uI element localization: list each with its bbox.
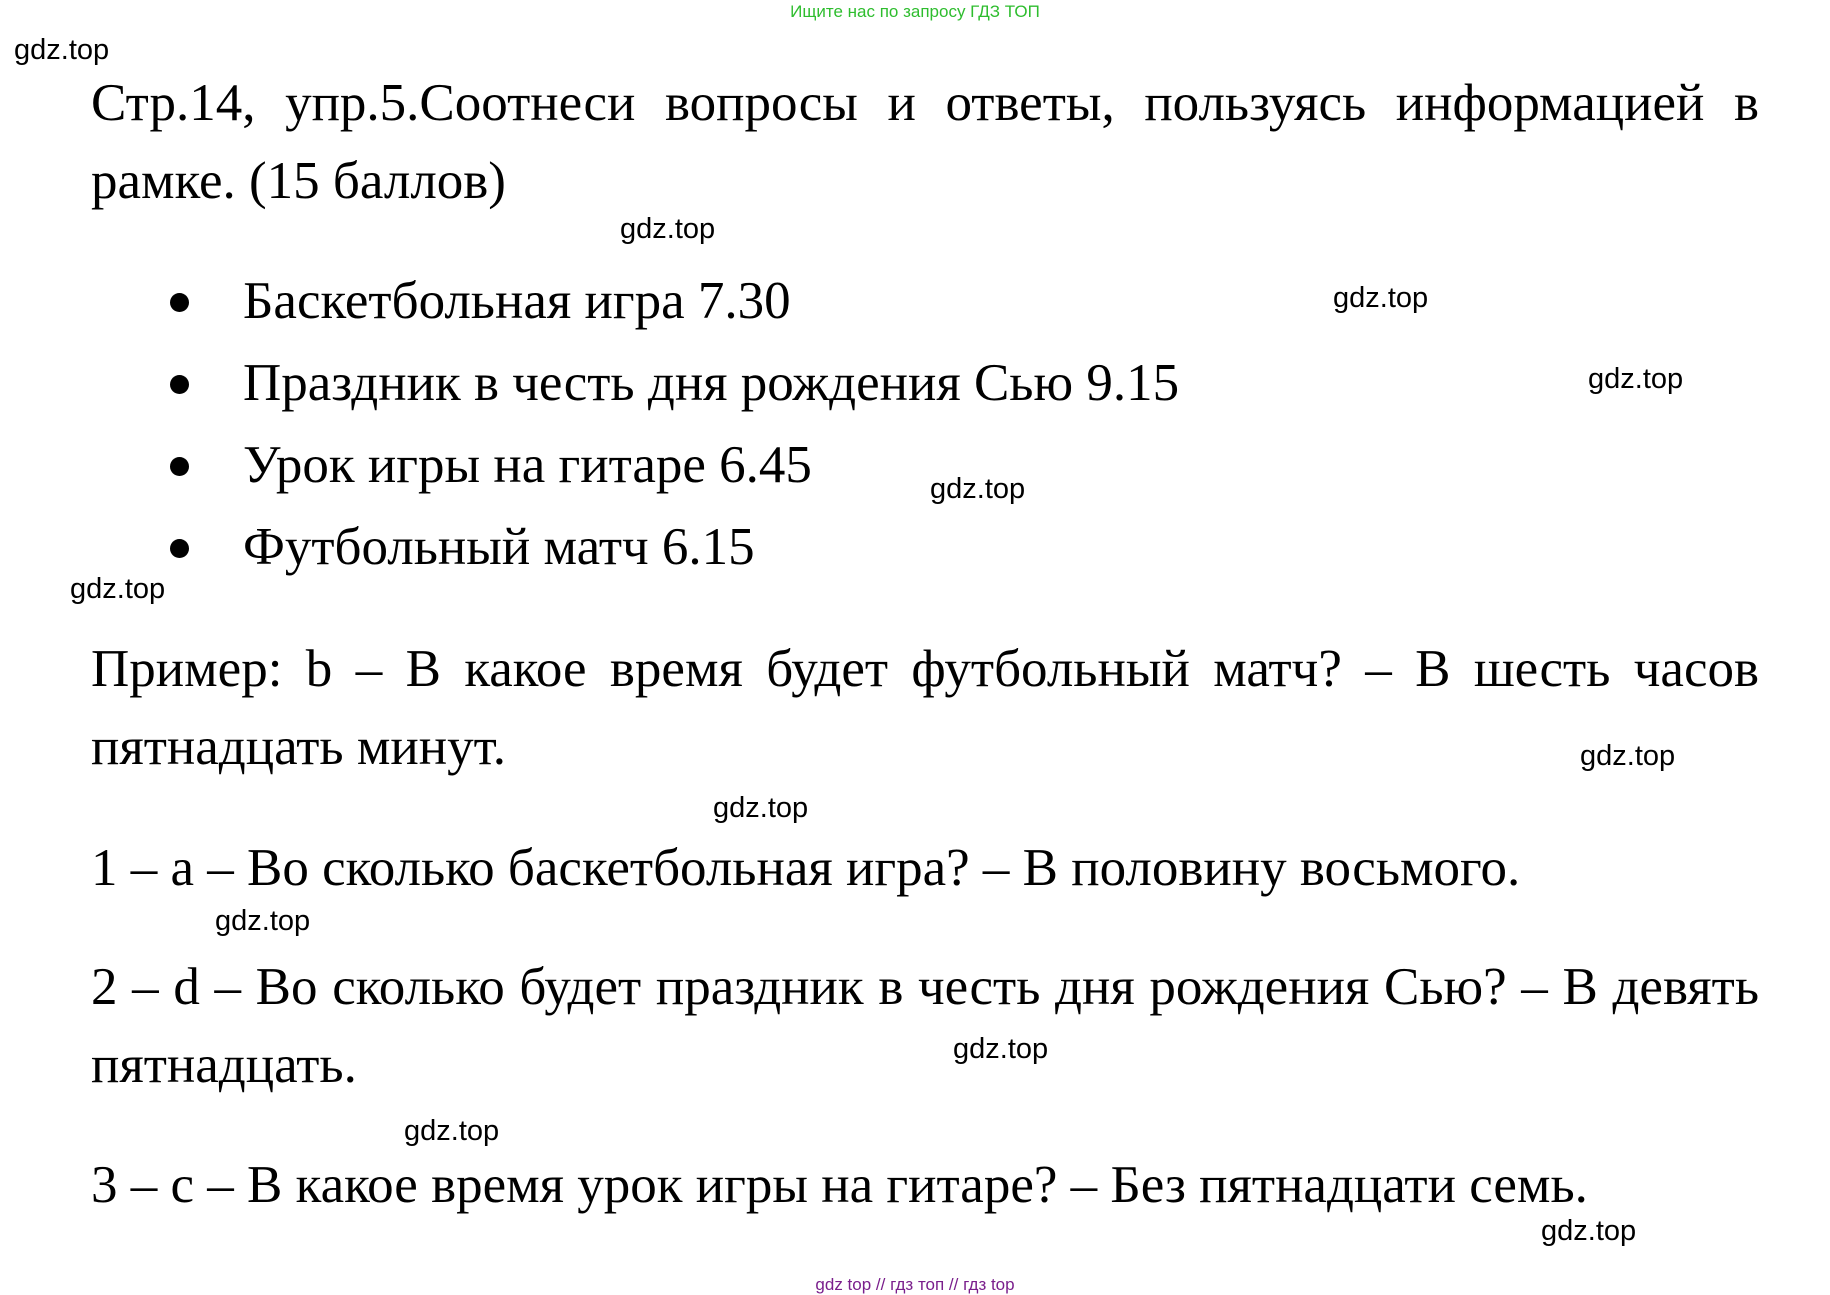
info-item-text: Урок игры на гитаре 6.45 bbox=[243, 436, 812, 494]
watermark: gdz.top bbox=[1580, 740, 1676, 772]
info-item-text: Праздник в честь дня рождения Сью 9.15 bbox=[243, 354, 1180, 412]
watermark: gdz.top bbox=[713, 792, 809, 824]
watermark: gdz.top bbox=[14, 34, 110, 66]
bullet-icon bbox=[170, 457, 189, 476]
bullet-icon bbox=[170, 375, 189, 394]
bullet-icon bbox=[170, 539, 189, 558]
watermark: gdz.top bbox=[620, 213, 716, 245]
watermark: gdz.top bbox=[953, 1033, 1049, 1065]
answer-1: 1 – a – Во сколько баскетбольная игра? – В половину восьмого. bbox=[91, 839, 1521, 897]
bottom-footer: gdz top // гдз топ // гдз top bbox=[815, 1275, 1015, 1294]
watermark: gdz.top bbox=[1541, 1215, 1637, 1247]
watermark: gdz.top bbox=[1333, 282, 1429, 314]
watermark: gdz.top bbox=[1588, 363, 1684, 395]
watermark: gdz.top bbox=[930, 473, 1026, 505]
bullet-icon bbox=[170, 293, 189, 312]
task-heading: Стр.14, упр.5.Соотнеси вопросы и ответы, пользуясь информацией в рамке. (15 баллов) bbox=[91, 74, 1759, 210]
info-item-text: Футбольный матч 6.15 bbox=[243, 518, 755, 576]
watermark: gdz.top bbox=[215, 905, 311, 937]
answer-2: 2 – d – Во сколько будет праздник в честь дня рождения Сью? – В девять пятнадцать. bbox=[91, 958, 1759, 1094]
example-text: Пример: b – В какое время будет футбольный матч? – В шесть часов пятнадцать минут. bbox=[91, 640, 1759, 776]
info-item-text: Баскетбольная игра 7.30 bbox=[243, 272, 791, 330]
watermark: gdz.top bbox=[70, 573, 166, 605]
answer-3: 3 – c – В какое время урок игры на гитаре? – Без пятнадцати семь. bbox=[91, 1156, 1588, 1214]
top-banner: Ищите нас по запросу ГДЗ ТОП bbox=[790, 2, 1040, 21]
watermark: gdz.top bbox=[404, 1115, 500, 1147]
